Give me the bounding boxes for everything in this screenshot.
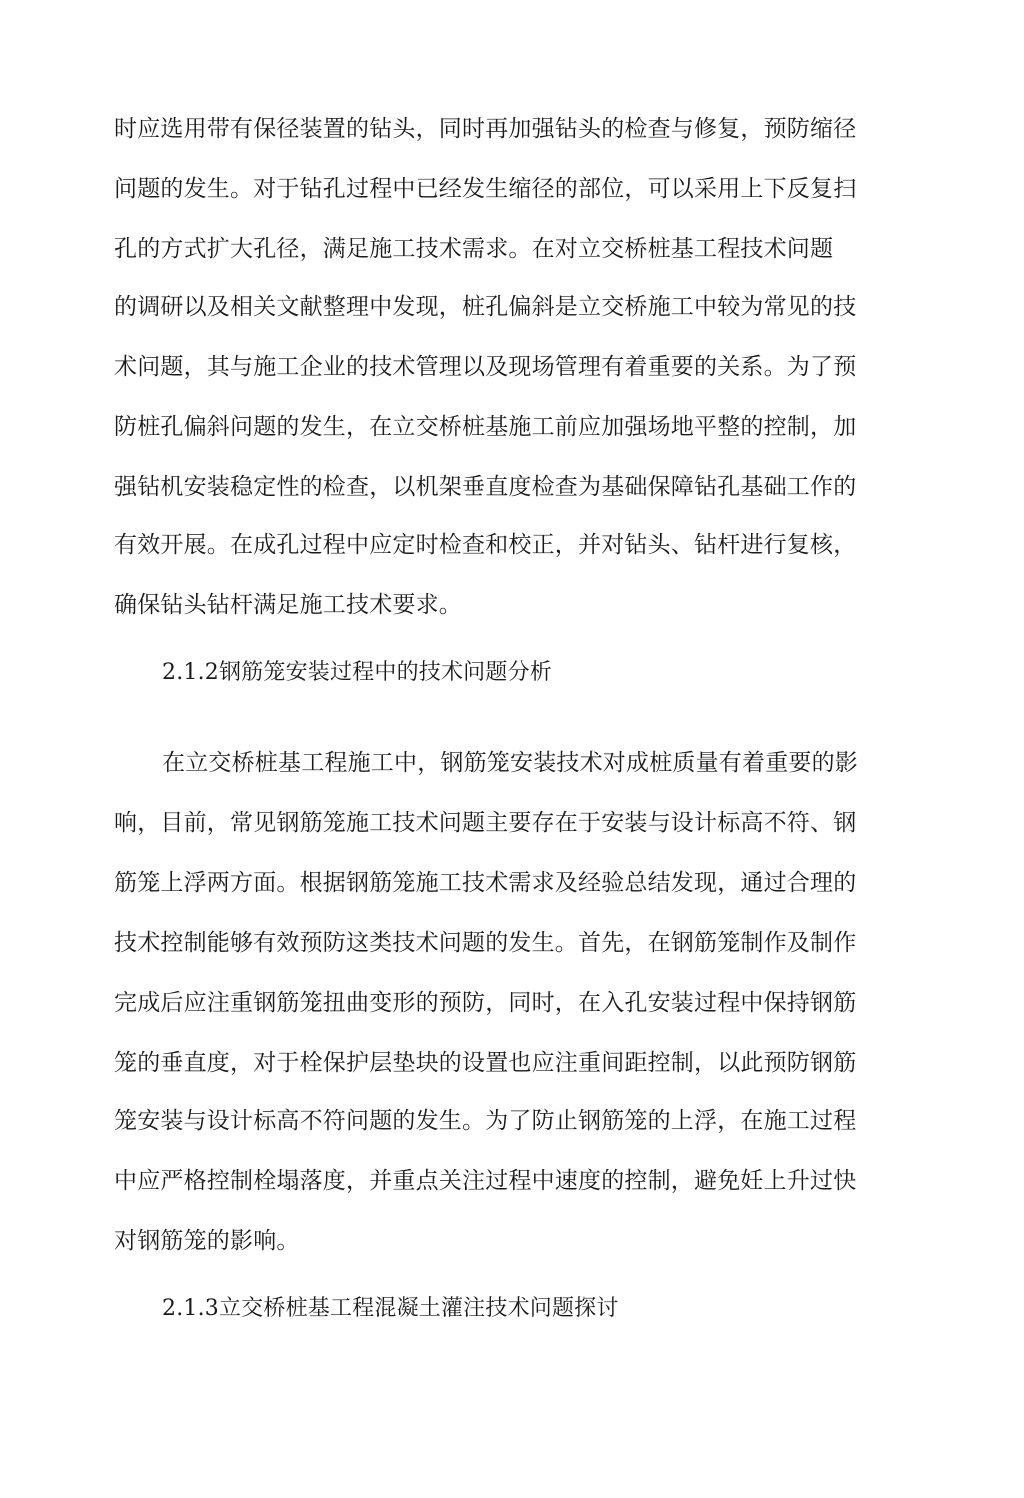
section-heading-2-1-2: 2.1.2钢筋笼安装过程中的技术问题分析	[162, 660, 552, 685]
text-line: 孔的方式扩大孔径，满足施工技术需求。在对立交桥桩基工程技术问题	[114, 236, 834, 262]
text-line: 筋笼上浮两方面。根据钢筋笼施工技术需求及经验总结发现，通过合理的	[114, 870, 857, 896]
text-line: 问题的发生。对于钻孔过程中已经发生缩径的部位，可以采用上下反复扫	[114, 176, 857, 202]
text-line: 对钢筋笼的影响。	[114, 1228, 300, 1254]
text-line: 的调研以及相关文献整理中发现，桩孔偏斜是立交桥施工中较为常见的技	[114, 294, 857, 320]
text-line: 在立交桥桩基工程施工中，钢筋笼安装技术对成桩质量有着重要的影	[162, 750, 858, 776]
text-line: 技术控制能够有效预防这类技术问题的发生。首先，在钢筋笼制作及制作	[114, 930, 857, 956]
text-line: 完成后应注重钢筋笼扭曲变形的预防，同时，在入孔安装过程中保持钢筋	[114, 990, 857, 1016]
text-line: 响，目前，常见钢筋笼施工技术问题主要存在于安装与设计标高不符、钢	[114, 810, 857, 836]
text-line: 确保钻头钻杆满足施工技术要求。	[114, 592, 462, 618]
text-line: 强钻机安装稳定性的检查，以机架垂直度检查为基础保障钻孔基础工作的	[114, 474, 857, 500]
text-line: 笼的垂直度，对于栓保护层垫块的设置也应注重间距控制，以此预防钢筋	[114, 1050, 857, 1076]
section-heading-2-1-3: 2.1.3立交桥桩基工程混凝土灌注技术问题探讨	[162, 1296, 619, 1321]
text-line: 防桩孔偏斜问题的发生，在立交桥桩基施工前应加强场地平整的控制，加	[114, 414, 857, 440]
text-line: 中应严格控制栓塌落度，并重点关注过程中速度的控制，避免妊上升过快	[114, 1168, 857, 1194]
text-line: 有效开展。在成孔过程中应定时检查和校正，并对钻头、钻杆进行复核，	[114, 532, 857, 558]
text-line: 术问题，其与施工企业的技术管理以及现场管理有着重要的关系。为了预	[114, 354, 857, 380]
text-line: 时应选用带有保径装置的钻头，同时再加强钻头的检查与修复，预防缩径	[114, 116, 857, 142]
text-line: 笼安装与设计标高不符问题的发生。为了防止钢筋笼的上浮，在施工过程	[114, 1108, 857, 1134]
